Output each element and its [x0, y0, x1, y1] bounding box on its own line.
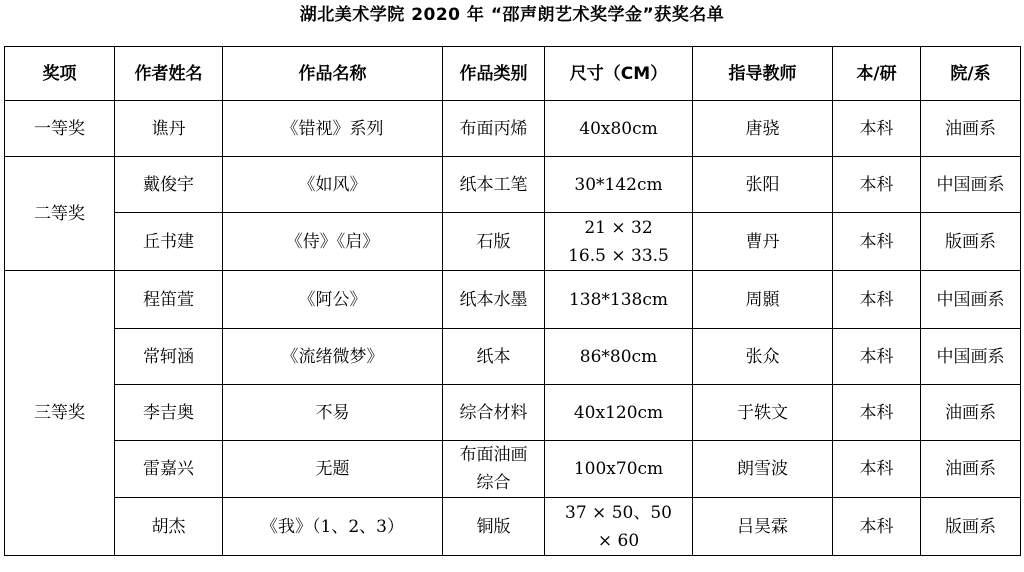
author-cell: 戴俊宇 [115, 157, 223, 213]
size-line: × 60 [597, 530, 640, 551]
category-cell [443, 441, 545, 498]
header-dept: 院/系 [921, 47, 1021, 101]
work-cell: 不易 [223, 385, 443, 441]
size-line: 37 × 50、50 [565, 502, 672, 523]
author-cell: 常轲涵 [115, 329, 223, 385]
header-teacher: 指导教师 [693, 47, 833, 101]
author-cell: 胡杰 [115, 498, 223, 556]
table-row [5, 498, 1021, 556]
size-cell: 30*142cm [545, 157, 693, 213]
level-cell: 本科 [833, 441, 921, 498]
author-cell: 丘书建 [115, 213, 223, 271]
table-row [5, 101, 1021, 157]
work-cell: 《侍》《启》 [223, 213, 443, 271]
work-cell: 《错视》系列 [223, 101, 443, 157]
category-line: 布面油画 [459, 445, 528, 465]
size-cell: 86*80cm [545, 329, 693, 385]
dept-cell: 中国画系 [921, 329, 1021, 385]
work-cell: 《我》（1、2、3） [223, 498, 443, 556]
size-line: 21 × 32 [584, 217, 653, 238]
header-size: 尺寸（CM） [545, 47, 693, 101]
size-cell: 40x80cm [545, 101, 693, 157]
award-cell: 一等奖 [5, 101, 115, 157]
category-cell: 综合材料 [443, 385, 545, 441]
teacher-cell: 吕昊霖 [693, 498, 833, 556]
dept-cell: 油画系 [921, 101, 1021, 157]
author-cell: 李吉奥 [115, 385, 223, 441]
header-award: 奖项 [5, 47, 115, 101]
table-row [5, 271, 1021, 329]
header-category: 作品类别 [443, 47, 545, 101]
work-cell: 无题 [223, 441, 443, 498]
header-level: 本/研 [833, 47, 921, 101]
category-cell: 纸本工笔 [443, 157, 545, 213]
table-row [5, 329, 1021, 385]
category-cell: 布面丙烯 [443, 101, 545, 157]
award-table [4, 46, 1021, 556]
teacher-cell: 曹丹 [693, 213, 833, 271]
page-title: 湖北美术学院 2020 年 “邵声朗艺术奖学金”获奖名单 [299, 5, 725, 25]
dept-cell: 油画系 [921, 441, 1021, 498]
size-cell [545, 213, 693, 271]
size-cell: 100x70cm [545, 441, 693, 498]
dept-cell: 中国画系 [921, 157, 1021, 213]
work-cell: 《如风》 [223, 157, 443, 213]
table-row [5, 441, 1021, 498]
dept-cell: 中国画系 [921, 271, 1021, 329]
dept-cell: 版画系 [921, 498, 1021, 556]
level-cell: 本科 [833, 101, 921, 157]
author-cell: 谯丹 [115, 101, 223, 157]
award-cell: 三等奖 [5, 271, 115, 556]
level-cell: 本科 [833, 271, 921, 329]
dept-cell: 版画系 [921, 213, 1021, 271]
size-line: 16.5 × 33.5 [568, 245, 669, 266]
dept-cell: 油画系 [921, 385, 1021, 441]
teacher-cell: 张阳 [693, 157, 833, 213]
level-cell: 本科 [833, 329, 921, 385]
teacher-cell: 周顥 [693, 271, 833, 329]
award-cell: 二等奖 [5, 157, 115, 271]
teacher-cell: 于轶文 [693, 385, 833, 441]
category-cell: 纸本 [443, 329, 545, 385]
header-work: 作品名称 [223, 47, 443, 101]
level-cell: 本科 [833, 157, 921, 213]
header-row [5, 47, 1021, 101]
work-cell: 《阿公》 [223, 271, 443, 329]
teacher-cell: 张众 [693, 329, 833, 385]
level-cell: 本科 [833, 385, 921, 441]
size-cell: 138*138cm [545, 271, 693, 329]
header-author: 作者姓名 [115, 47, 223, 101]
table-row [5, 157, 1021, 213]
work-cell: 《流绪微梦》 [223, 329, 443, 385]
author-cell: 程笛萱 [115, 271, 223, 329]
teacher-cell: 唐骁 [693, 101, 833, 157]
size-cell [545, 498, 693, 556]
category-cell: 石版 [443, 213, 545, 271]
category-cell: 铜版 [443, 498, 545, 556]
level-cell: 本科 [833, 213, 921, 271]
table-row [5, 385, 1021, 441]
teacher-cell: 朗雪波 [693, 441, 833, 498]
size-cell: 40x120cm [545, 385, 693, 441]
table-row [5, 213, 1021, 271]
author-cell: 雷嘉兴 [115, 441, 223, 498]
level-cell: 本科 [833, 498, 921, 556]
category-line: 综合 [476, 473, 511, 493]
category-cell: 纸本水墨 [443, 271, 545, 329]
